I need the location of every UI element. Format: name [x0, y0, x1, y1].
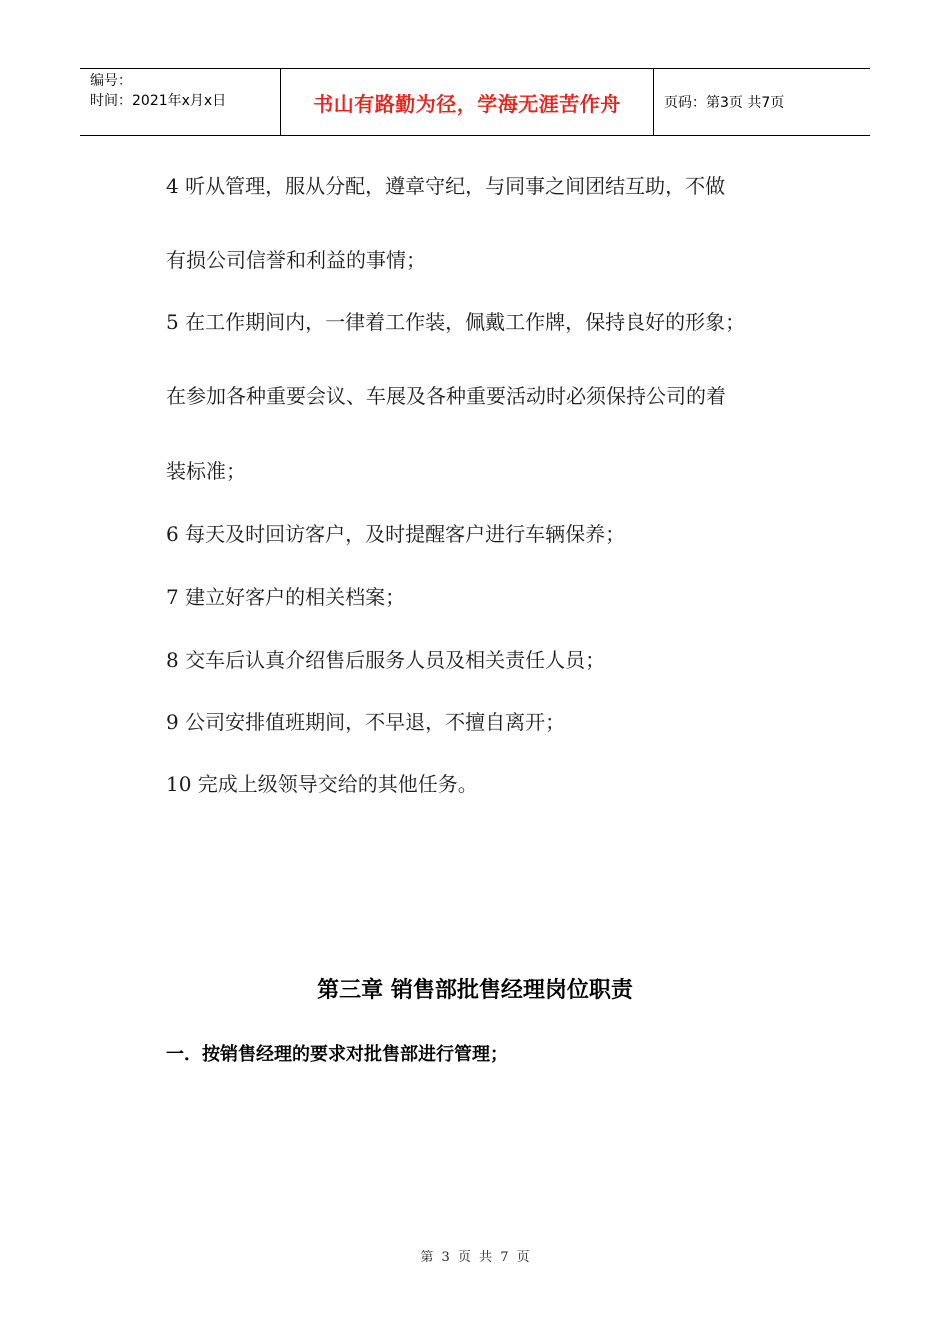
time-label: 时间：2021年x月x日 [90, 93, 227, 109]
header-motto: 书山有路勤为径，学海无涯苦作舟 [281, 69, 654, 135]
page-header [80, 68, 870, 136]
body-line-8: 8 交车后认真介绍售后服务人员及相关责任人员； [166, 648, 606, 672]
body-line-10: 10 完成上级领导交给的其他任务。 [166, 772, 478, 796]
body-line-3: 5 在工作期间内，一律着工作装，佩戴工作牌，保持良好的形象； [166, 310, 746, 334]
serial-label: 编号： [90, 73, 132, 89]
header-meta-cell [80, 69, 281, 135]
header-page-info: 页码：第3页 共7页 [664, 95, 785, 111]
chapter-title: 第三章 销售部批售经理岗位职责 [317, 978, 633, 1003]
body-line-1: 4 听从管理，服从分配，遵章守纪，与同事之间团结互助，不做 [166, 174, 726, 198]
body-line-2: 有损公司信誉和利益的事情； [166, 248, 426, 272]
body-line-4: 在参加各种重要会议、车展及各种重要活动时必须保持公司的着 [166, 384, 726, 408]
body-line-6: 6 每天及时回访客户，及时提醒客户进行车辆保养； [166, 522, 626, 546]
body-line-7: 7 建立好客户的相关档案； [166, 585, 406, 609]
page-footer: 第 3 页 共 7 页 [420, 1250, 530, 1265]
section-heading: 一．按销售经理的要求对批售部进行管理； [166, 1044, 508, 1065]
body-line-5: 装标准； [166, 459, 246, 483]
body-line-9: 9 公司安排值班期间，不早退，不擅自离开； [166, 710, 566, 734]
